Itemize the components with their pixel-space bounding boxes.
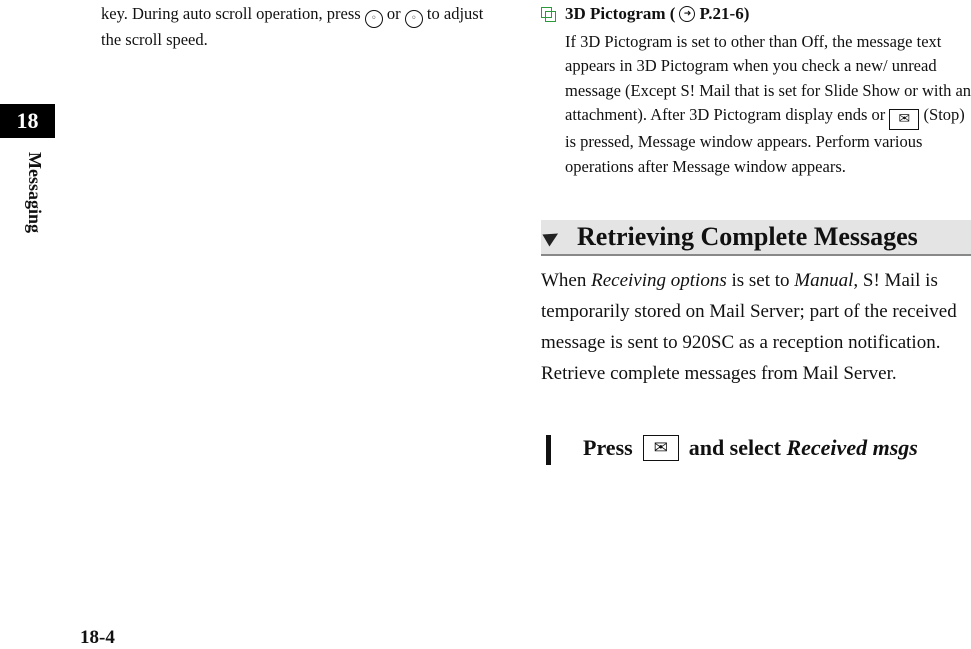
- step-number-icon: [541, 431, 555, 465]
- pictogram-item-icon: [541, 7, 555, 21]
- section-heading-bar: [541, 220, 971, 256]
- left-column-text: key. During auto scroll operation, press ◦ or ◦ to adjust the scroll speed.: [101, 4, 484, 49]
- mail-key-icon: ✉: [889, 109, 919, 130]
- section-heading: Retrieving Complete Messages: [577, 222, 918, 251]
- chapter-label: Messaging: [25, 152, 45, 233]
- received-msgs-term: Received msgs: [786, 435, 918, 460]
- page-number: 18-4: [80, 627, 115, 648]
- step-1: Press ✉ and select Received msgs: [541, 431, 918, 465]
- receiving-options-term: Receiving options: [591, 270, 727, 291]
- section-bullet-icon: [543, 226, 565, 248]
- section-paragraph: When Receiving options is set to Manual, S! Mail is temporarily stored on Mail Server; part of the received message is sent to 920SC as a reception notification. Retrieve complete messages from Mail Server.: [541, 270, 957, 384]
- page-reference-link[interactable]: P.21-6): [699, 4, 750, 23]
- scroll-key-down-icon: ◦: [405, 10, 423, 28]
- mail-key-icon: ✉: [643, 435, 679, 461]
- scroll-key-up-icon: ◦: [365, 10, 383, 28]
- reference-arrow-icon: ➜: [679, 6, 695, 22]
- chapter-tab: [0, 104, 55, 138]
- item-body: If 3D Pictogram is set to other than Off, the message text appears in 3D Pictogram when you check a new/ unread message (Except S! Mail that is set for Slide Show or with an attachment). After 3D Pictogram display ends or ✉ (Stop) is pressed, Message window appears. Perform various operations after Message window appears.: [565, 32, 971, 176]
- manual-term: Manual: [794, 270, 854, 291]
- item-title: 3D Pictogram ( ➜ P.21-6): [541, 4, 749, 24]
- chapter-number: 18: [16, 108, 39, 133]
